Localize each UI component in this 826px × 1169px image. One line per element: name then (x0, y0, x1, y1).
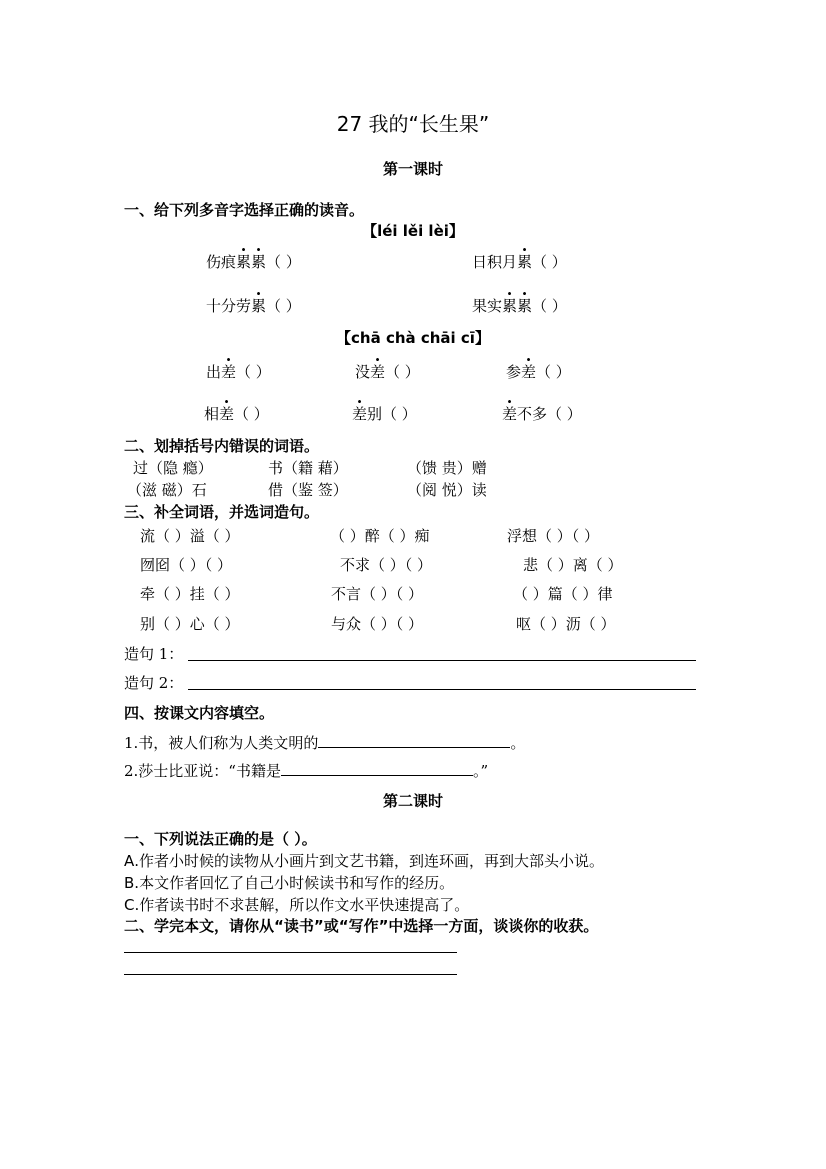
polyphone-item: 差不多（ ） (502, 405, 582, 423)
sentence-2-answer-line[interactable] (188, 689, 696, 690)
q3-item: （ ）篇（ ）律 (513, 585, 613, 603)
q2-item: 借（鉴 签） (268, 481, 348, 499)
q3-item: 不言（ ）（ ） (331, 585, 424, 603)
option-b: B.本文作者回忆了自己小时候读书和写作的经历。 (124, 874, 455, 892)
q4-title: 四、按课文内容填空。 (124, 704, 275, 722)
q2-item: 书（籍 藉） (268, 459, 348, 477)
answer-line-1[interactable] (124, 952, 457, 953)
q2-item: （滋 磁）石 (127, 481, 207, 499)
polyphone-item: 果实累累（ ） (472, 297, 567, 315)
polyphone-item: 差别（ ） (352, 405, 417, 423)
lesson2-heading: 第二课时 (382, 792, 443, 810)
q1-title: 一、给下列多音字选择正确的读音。 (124, 201, 365, 219)
sentence-1-answer-line[interactable] (188, 660, 696, 661)
lesson1-heading: 第一课时 (382, 160, 443, 178)
option-a: A.作者小时候的读物从小画片到文艺书籍，到连环画，再到大部头小说。 (124, 852, 605, 870)
q2-item: 过（隐 瘾） (133, 459, 213, 477)
polyphone-item: 没差（ ） (355, 363, 420, 381)
polyphone-item: 出差（ ） (206, 363, 271, 381)
polyphone-item: 参差（ ） (506, 363, 571, 381)
fill-blank-1[interactable] (318, 733, 510, 748)
pinyin-group-1: 【léi lěi lèi】 (362, 222, 464, 240)
q3-title: 三、补全词语，并选词造句。 (124, 503, 320, 521)
q3-item: 呕（ ）沥（ ） (516, 615, 616, 633)
q2-item: （馈 贵）赠 (407, 459, 487, 477)
q3-item: 囫囵（ ）（ ） (140, 556, 233, 574)
q3-item: 不求（ ）（ ） (340, 556, 433, 574)
option-c: C.作者读书时不求甚解，所以作文水平快速提高了。 (124, 896, 470, 914)
sentence-1-label: 造句 1： (124, 645, 184, 663)
l2-q1-title: 一、下列说法正确的是（ ）。 (124, 830, 317, 848)
q3-item: 别（ ）心（ ） (140, 615, 240, 633)
fill-blank-2[interactable] (281, 761, 473, 776)
q3-item: 牵（ ）挂（ ） (140, 585, 240, 603)
fill-line-2: 2.莎士比亚说：“书籍是 。” (124, 762, 489, 780)
page-title: 27 我的“长生果” (336, 112, 490, 136)
polyphone-item: 相差（ ） (204, 405, 269, 423)
polyphone-item: 日积月累（ ） (472, 253, 567, 271)
q3-item: 浮想（ ）（ ） (507, 527, 600, 545)
fill-line-1: 1.书，被人们称为人类文明的 。 (124, 734, 526, 752)
sentence-2-label: 造句 2： (124, 674, 184, 692)
q2-title: 二、划掉括号内错误的词语。 (124, 437, 320, 455)
l2-q2-title: 二、学完本文，请你从“读书”或“写作”中选择一方面，谈谈你的收获。 (124, 917, 599, 935)
q2-item: （阅 悦）读 (407, 481, 487, 499)
answer-line-2[interactable] (124, 974, 457, 975)
polyphone-item: 十分劳累（ ） (206, 297, 301, 315)
q3-item: （ ）醉（ ）痴 (330, 527, 430, 545)
polyphone-item: 伤痕累累（ ） (206, 253, 301, 271)
q3-item: 流（ ）溢（ ） (140, 527, 240, 545)
q3-item: 与众（ ）（ ） (331, 615, 424, 633)
q3-item: 悲（ ）离（ ） (523, 556, 623, 574)
pinyin-group-2: 【chā chà chāi cī】 (336, 329, 490, 347)
